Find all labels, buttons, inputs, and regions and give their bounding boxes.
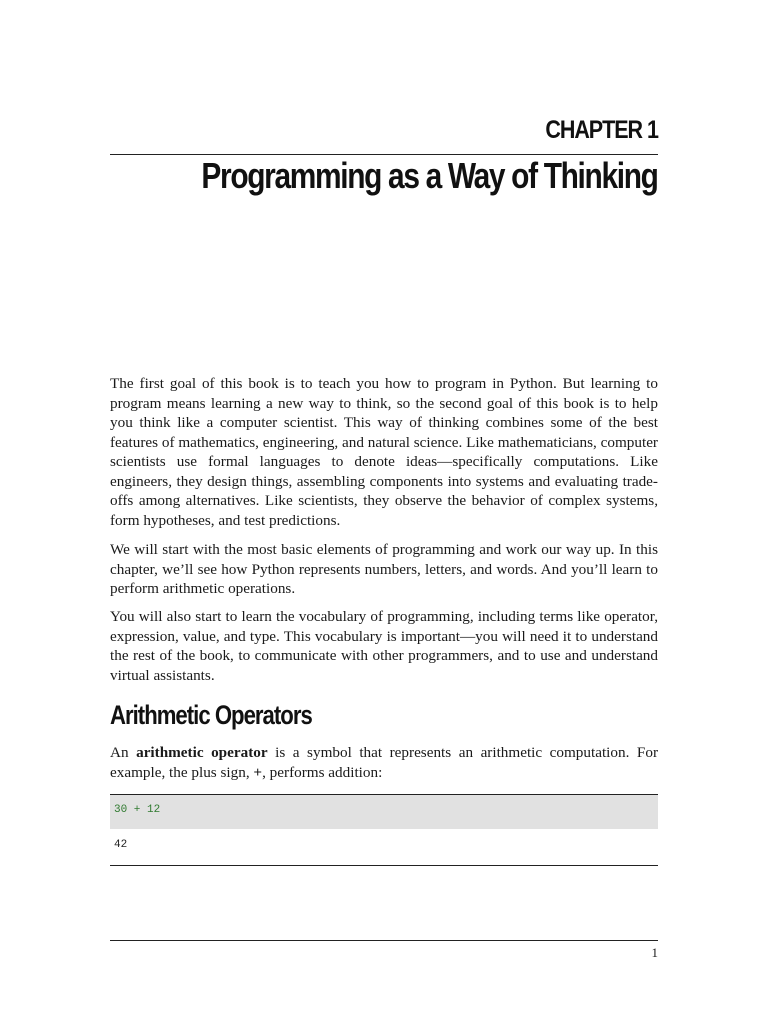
term-arithmetic-operator: arithmetic operator	[136, 744, 268, 761]
code-output: 42	[114, 839, 128, 851]
paragraph-intro: The first goal of this book is to teach you how to program in Python. But learning to program means learning a new way to think, so the second goal of this book is to help you think like a computer scientist. This way of thinking combines some of the best features of mathematics, engineering, and natural science. Like mathematicians, computer scientists use formal languages to denote ideas—specifically computations. Like engineers, they design things, assembling components into systems and evaluating trade-offs among alternatives. Like scientists, they observe the behavior of complex systems, form hypotheses, and test predictions.	[110, 375, 658, 529]
intro-text-middle: is a symbol that represents an arithmetic computation. For example, the plus sign,	[110, 744, 659, 781]
code-input-cell	[110, 795, 658, 829]
code-example	[110, 794, 658, 866]
footer-divider	[110, 940, 658, 941]
plus-symbol: +	[253, 763, 263, 781]
intro-text-after: , performs addition:	[262, 763, 383, 781]
code-input: 30 + 12	[114, 804, 161, 816]
paragraph-basics: We will start with the most basic elements of programming and work our way up. In this chapter, we’ll see how Python represents numbers, letters, and words. And you’ll learn to perform arithmetic operations.	[110, 541, 658, 597]
paragraph-arithmetic-operator	[110, 743, 658, 782]
book-page	[110, 0, 658, 1024]
page-number: 1	[651, 945, 658, 960]
paragraph-vocabulary: You will also start to learn the vocabulary of programming, including terms like operator, expression, value, and type. This vocabulary is important—you will need it to understand the rest of the book, to communicate with other programmers, and to use and understand virtual assistants.	[110, 608, 658, 684]
chapter-label: CHAPTER 1	[545, 116, 658, 144]
section-heading: Arithmetic Operators	[110, 700, 312, 730]
chapter-title: Programming as a Way of Thinking	[201, 155, 658, 196]
intro-text-before: An	[110, 744, 137, 761]
